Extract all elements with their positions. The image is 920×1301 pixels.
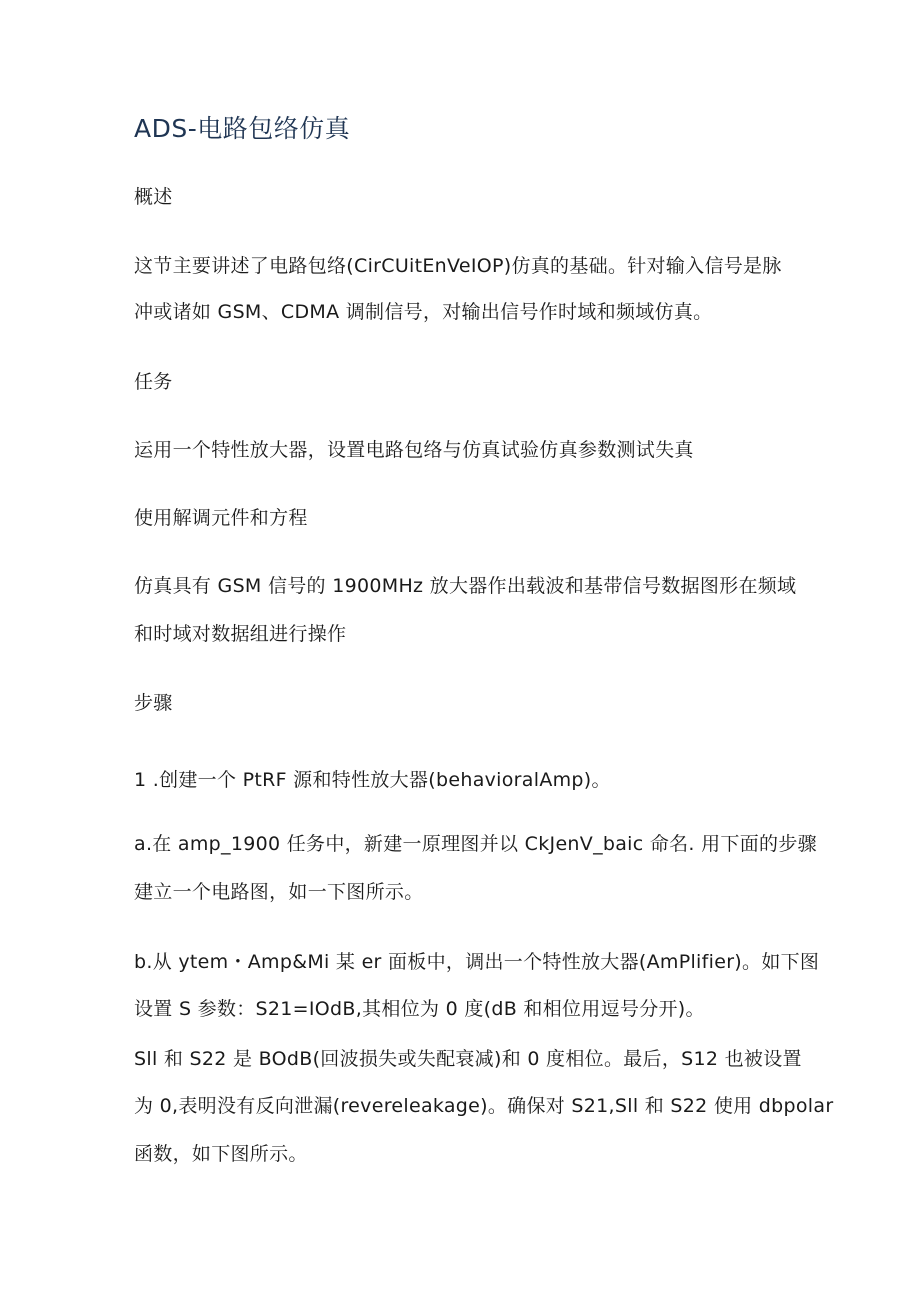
step-a-line-2: 建立一个电路图，如一下图所示。 bbox=[134, 881, 424, 903]
task-item-3-line-2: 和时域对数据组进行操作 bbox=[134, 623, 347, 645]
step-b-line-2: 设置 S 参数：S21=IOdB,其相位为 0 度(dB 和相位用逗号分开)。 bbox=[134, 998, 705, 1020]
overview-paragraph-line-1: 这节主要讲述了电路包络(CirCUitEnVeIOP)仿真的基础。针对输入信号是脉 bbox=[134, 255, 782, 277]
task-item-2: 使用解调元件和方程 bbox=[134, 507, 308, 529]
document-title: ADS-电路包络仿真 bbox=[134, 114, 351, 143]
step-b-line-1: b.从 ytem・Amp&Mi 某 er 面板中，调出一个特性放大器(AmPlifier)。如下图 bbox=[134, 951, 820, 973]
step-b-line-3: Sll 和 S22 是 BOdB(回波损失或失配衰减)和 0 度相位。最后，S12 也被设置 bbox=[134, 1048, 802, 1070]
steps-heading: 步骤 bbox=[134, 692, 173, 714]
overview-paragraph-line-2: 冲或诸如 GSM、CDMA 调制信号，对输出信号作时域和频域仿真。 bbox=[134, 301, 713, 323]
step-b-line-5: 函数，如下图所示。 bbox=[134, 1143, 308, 1165]
step-a-line-1: a.在 amp_1900 任务中，新建一原理图并以 CkJenV_baic 命名. 用下面的步骤 bbox=[134, 833, 817, 855]
task-item-1: 运用一个特性放大器，设置电路包络与仿真试验仿真参数测试失真 bbox=[134, 439, 694, 461]
overview-heading: 概述 bbox=[134, 186, 173, 208]
step-b-line-4: 为 0,表明没有反向泄漏(revereleakage)。确保对 S21,Sll 和 S22 使用 dbpolar bbox=[134, 1095, 834, 1117]
task-heading: 任务 bbox=[134, 371, 173, 393]
task-item-3-line-1: 仿真具有 GSM 信号的 1900MHz 放大器作出载波和基带信号数据图形在频域 bbox=[134, 575, 797, 597]
step-1: 1 .创建一个 PtRF 源和特性放大器(behavioralAmp)。 bbox=[134, 769, 611, 791]
